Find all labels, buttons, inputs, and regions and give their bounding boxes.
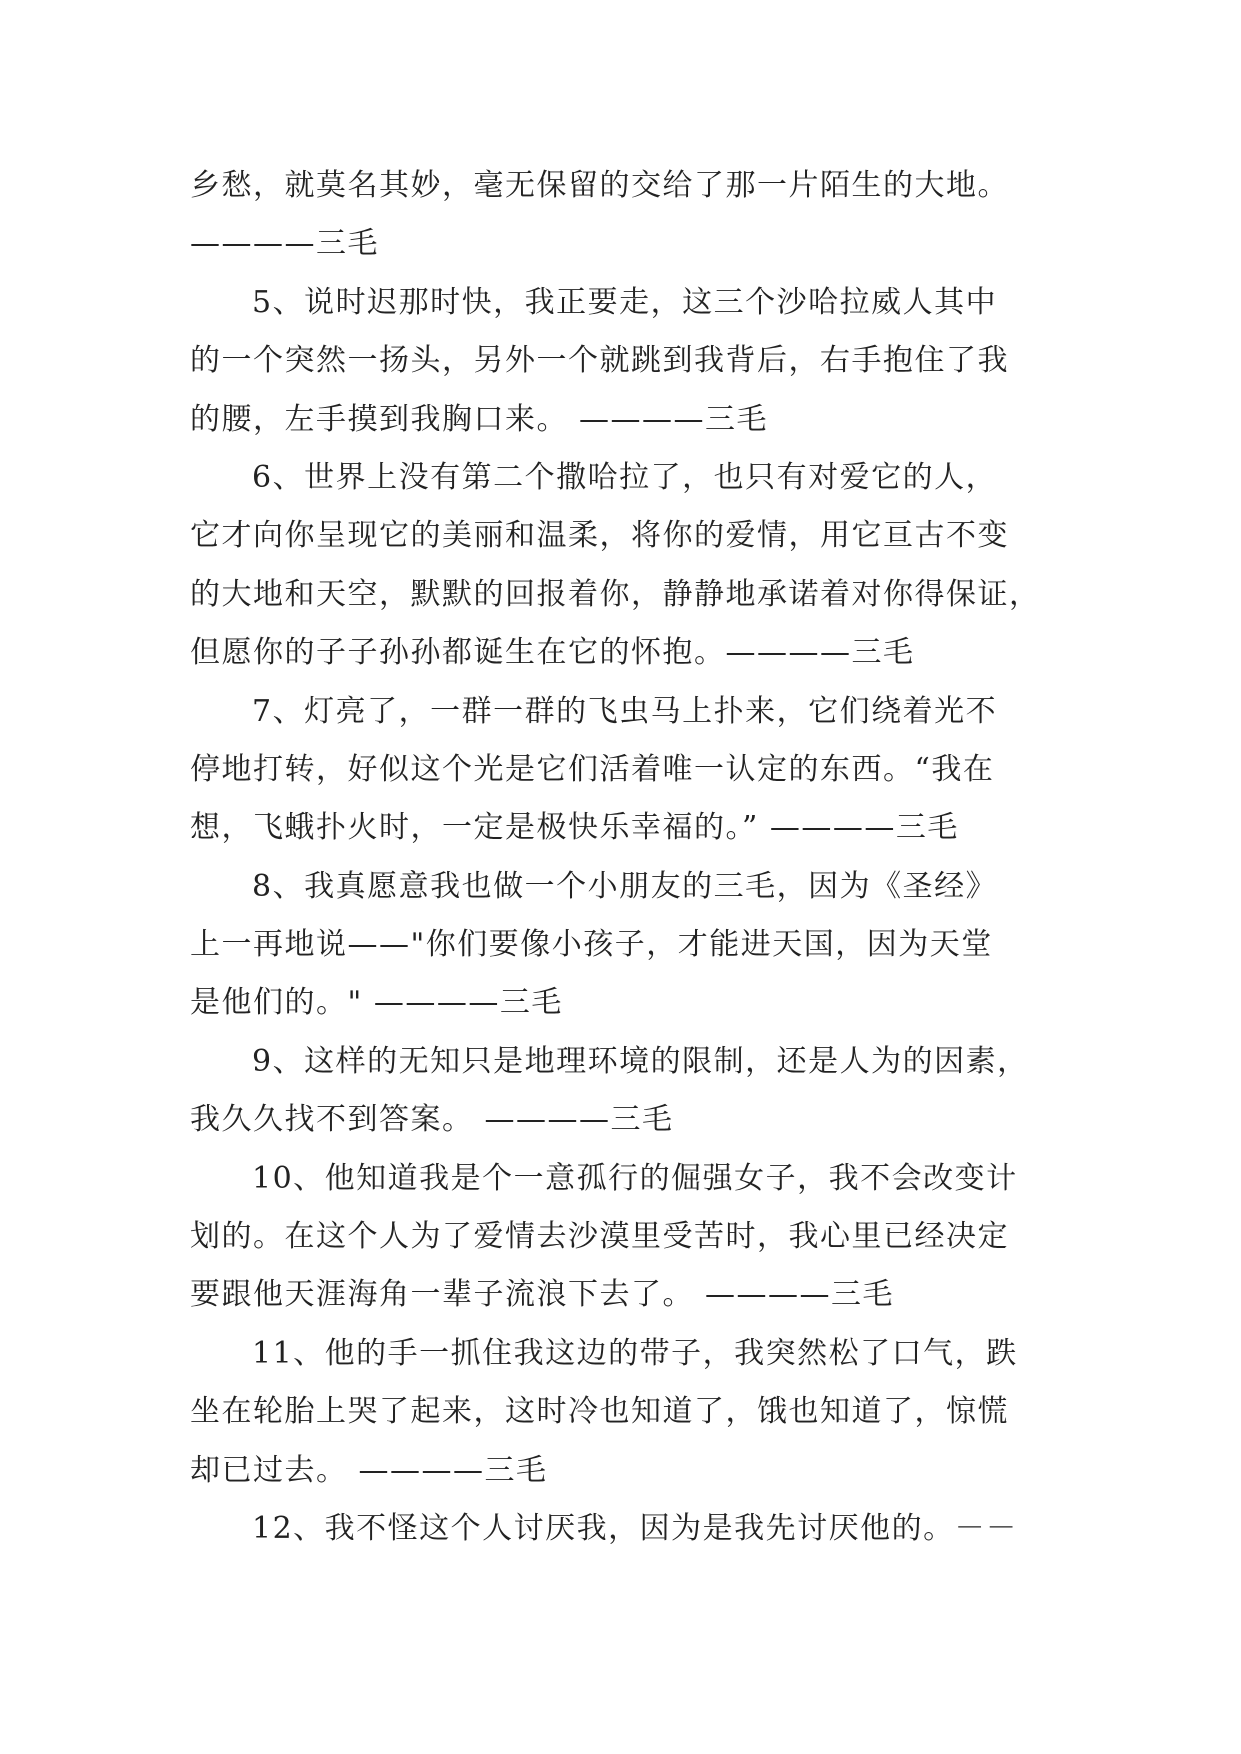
text-line: 上一再地说——"你们要像小孩子，才能进天国，因为天堂 [190, 927, 993, 963]
text-line: 是他们的。" ————三毛 [190, 985, 563, 1021]
text-line: 却已过去。 ————三毛 [190, 1452, 548, 1488]
text-line: 6、世界上没有第二个撒哈拉了，也只有对爱它的人， [252, 459, 998, 495]
text-line: 8、我真愿意我也做一个小朋友的三毛，因为《圣经》 [252, 868, 998, 904]
text-line: 要跟他天涯海角一辈子流浪下去了。 ————三毛 [190, 1277, 895, 1313]
text-line: 11、他的手一抓住我这边的带子，我突然松了口气，跌 [252, 1335, 1018, 1371]
text-line: 7、灯亮了，一群一群的飞虫马上扑来，它们绕着光不 [252, 693, 998, 729]
text-line: 但愿你的子子孙孙都诞生在它的怀抱。————三毛 [190, 635, 915, 671]
text-line: 想，飞蛾扑火时，一定是极快乐幸福的。” ————三毛 [190, 810, 959, 846]
text-line: 它才向你呈现它的美丽和温柔，将你的爱情，用它亘古不变 [190, 518, 1009, 554]
text-line: 的大地和天空，默默的回报着你，静静地承诺着对你得保证， [190, 576, 1041, 612]
text-line: 的腰，左手摸到我胸口来。 ————三毛 [190, 401, 769, 437]
text-line: 5、说时迟那时快，我正要走，这三个沙哈拉威人其中 [252, 284, 998, 320]
text-line: 10、他知道我是个一意孤行的倔强女子，我不会改变计 [252, 1160, 1018, 1196]
text-line: 9、这样的无知只是地理环境的限制，还是人为的因素， [252, 1043, 1029, 1079]
body-text [190, 157, 1060, 1558]
text-line: 我久久找不到答案。 ————三毛 [190, 1102, 674, 1138]
text-line: ————三毛 [190, 226, 379, 262]
text-line: 的一个突然一扬头，另外一个就跳到我背后，右手抱住了我 [190, 343, 1009, 379]
text-line: 12、我不怪这个人讨厌我，因为是我先讨厌他的。－－ [252, 1510, 1018, 1546]
text-line: 坐在轮胎上哭了起来，这时冷也知道了，饿也知道了，惊慌 [190, 1394, 1009, 1430]
text-line: 划的。在这个人为了爱情去沙漠里受苦时，我心里已经决定 [190, 1219, 1009, 1255]
text-line: 停地打转，好似这个光是它们活着唯一认定的东西。“我在 [190, 751, 995, 787]
text-line: 乡愁，就莫名其妙，毫无保留的交给了那一片陌生的大地。 [190, 168, 1009, 203]
